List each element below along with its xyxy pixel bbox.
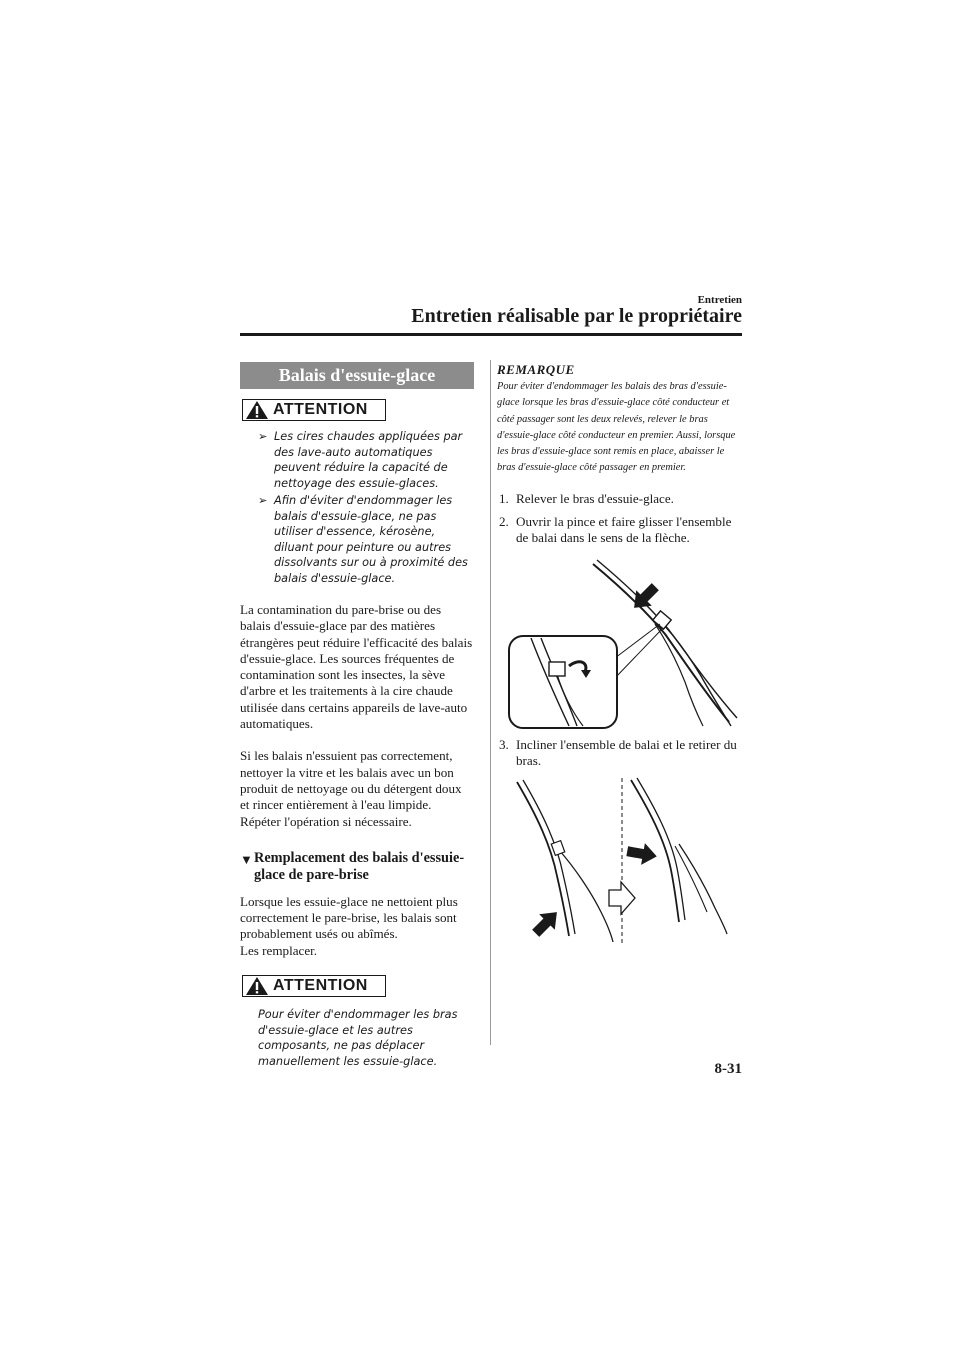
note-title: REMARQUE (497, 362, 575, 377)
wiper-removal-illustration (497, 776, 743, 946)
paragraph-cleaning: Si les balais n'essuient pas correctement, nettoyer la vitre et les balais avec un bon produit de nettoyage ou du détergent doux et rincer entièrement à l'eau limpide. Répéter l'opération si nécessaire. (240, 748, 462, 829)
note-body: Pour éviter d'endommager les balais des bras d'essuie-glace lorsque les bras d'essuie-glace côté conducteur et côté passager sont les deux relevés, relever le bras d'essuie-glace côté conducteur en premier. Aussi, lorsque les bras d'essuie-glace sont remis en place, abaisser le bras d'essuie-glace côté passager en premier. (497, 381, 736, 474)
attention-box (242, 399, 386, 421)
left-column (240, 362, 474, 1069)
wiper-release-illustration (497, 554, 743, 729)
right-column (497, 362, 743, 946)
page-number: 8-31 (714, 1061, 742, 1077)
triangle-marker-icon: ▼ (240, 851, 253, 867)
arrow-icon (528, 905, 565, 942)
warning-triangle-icon (245, 400, 269, 420)
step-list-2 (497, 737, 743, 770)
step-item: 3. Incliner l'ensemble de balai et le retirer du bras. (499, 736, 737, 768)
attention-box-2 (242, 975, 386, 997)
warning-list (240, 429, 474, 586)
attention-label: ATTENTION (273, 401, 368, 418)
attention-label: ATTENTION (273, 977, 368, 995)
arrow-bullet-icon: ➢ (258, 430, 268, 443)
topic-title: Balais d'essuie-glace (240, 362, 474, 389)
step-item: 2. Ouvrir la pince et faire glisser l'ensemble de balai dans le sens de la flèche. (499, 514, 732, 546)
paragraph-contamination: La contamination du pare-brise ou des balais d'essuie-glace par des matières étrangères peut réduire l'efficacité des balais d'essuie-glace. Les sources fréquentes de contamination sont les insectes, la sève d'arbre et les traitements à la cire chaude utilisée dans certains appareils de lave-auto automatiques. (240, 602, 473, 732)
header-rule (240, 333, 742, 336)
hollow-arrow-icon (609, 882, 635, 914)
arrow-bullet-icon: ➢ (258, 494, 268, 507)
attention-text: Pour éviter d'endommager les bras d'essuie-glace et les autres composants, ne pas déplacer manuellement les essuie-glace. (258, 1008, 458, 1068)
warning-triangle-icon (245, 976, 269, 996)
step-item: 1. Relever le bras d'essuie-glace. (499, 490, 674, 506)
warning-item: ➢ Les cires chaudes appliquées par des lave-auto automatiques peuvent réduire la capacité de nettoyage des essuie-glaces. (258, 430, 463, 490)
column-divider (490, 360, 491, 1045)
paragraph-replace-instruction: Les remplacer. (240, 942, 318, 958)
paragraph-replacement: Lorsque les essuie-glace ne nettoient plus correctement le pare-brise, les balais sont probablement usés ou abîmés. (240, 893, 458, 942)
arrow-icon (625, 841, 658, 868)
warning-item: ➢ Afin d'éviter d'endommager les balais d'essuie-glace, ne pas utiliser d'essence, kérosène, diluant pour peinture ou autres dissolvants sur ou à proximité des balais d'essuie-glace. (258, 494, 468, 585)
step-list (497, 491, 743, 547)
section-label: Entretien (697, 294, 742, 306)
subheading: ▼ Remplacement des balais d'essuie-glace de pare-brise (240, 849, 465, 883)
page-title: Entretien réalisable par le propriétaire (411, 305, 742, 327)
